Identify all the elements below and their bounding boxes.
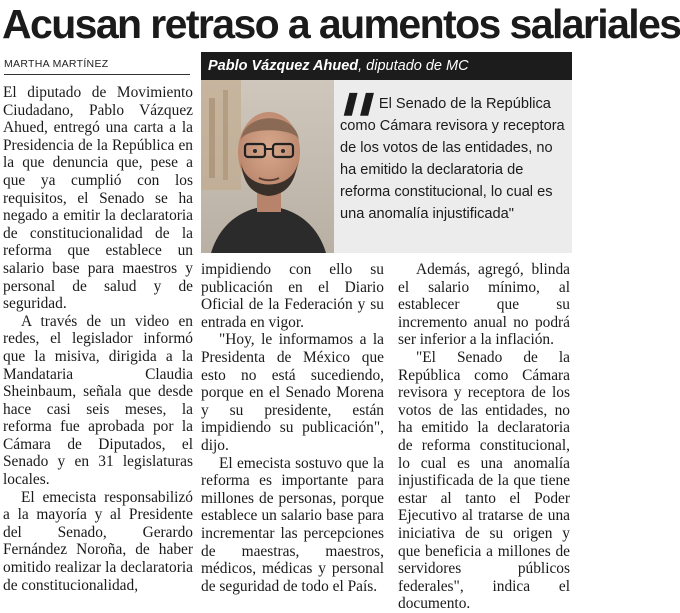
byline-divider bbox=[4, 74, 190, 75]
article-column-2 bbox=[201, 261, 384, 595]
paragraph: El emecista sostuvo que la reforma es importante para millones de personas, porque establece un salario base para incrementar las percepciones de maestras, maestros, médicos, médicas y personal de seguridad de todo el País. bbox=[201, 454, 384, 595]
pull-quote-text: El Senado de la República como Cámara revisora y receptora de los votos de las entidades, no ha emitido la declaratoria de reforma constitucional, lo cual es una anomalía injustificada" bbox=[340, 96, 565, 222]
quote-speaker-role: , diputado de MC bbox=[358, 58, 469, 74]
paragraph: "Hoy, le informamos a la Presidenta de México que esto no está sucediendo, porque en el Senado Morena y su presidente, están impidiendo su publicación", dijo. bbox=[201, 331, 384, 454]
article-column-3 bbox=[398, 261, 570, 613]
pull-quote-box bbox=[201, 52, 572, 253]
byline: MARTHA MARTÍNEZ bbox=[4, 58, 109, 70]
quote-header bbox=[201, 52, 572, 80]
person-portrait-icon bbox=[201, 80, 334, 253]
paragraph: impidiendo con ello su publicación en el Diario Oficial de la Federación y su entrada en vigor. bbox=[201, 261, 384, 331]
quote-mark-icon: ❚❚ bbox=[340, 90, 373, 115]
paragraph: Además, agregó, blinda el salario mínimo, al establecer que su incremento anual no podrá ser inferior a la inflación. bbox=[398, 261, 570, 349]
headline: Acusan retraso a aumentos salariales bbox=[2, 1, 680, 47]
article-column-1 bbox=[3, 84, 193, 594]
paragraph: El diputado de Movimiento Ciudadano, Pablo Vázquez Ahued, entregó una carta a la Presidencia de la República en la que denuncia que, pese a que ya cumplió con los requisitos, el Senado se ha negado a emitir la declaratoria de constitucionalidad de la reforma que establece un salario base para maestros y personal de salud y de seguridad. bbox=[3, 84, 193, 313]
quote-speaker-name: Pablo Vázquez Ahued bbox=[208, 58, 359, 74]
pull-quote bbox=[340, 92, 568, 225]
paragraph: "El Senado de la República como Cámara revisora y receptora de los votos de las entidades, no ha emitido la declaratoria de reforma constitucional, lo cual es una anomalía injustificada de la que tiene estar al tanto el Poder Ejecutivo al tratarse de una iniciativa de su origen y que beneficia a millones de servidores públicos federales", indica el documento. bbox=[398, 348, 570, 613]
paragraph: A través de un video en redes, el legislador informó que la misiva, dirigida a la Mandataria Claudia Sheinbaum, señala que desde hace casi seis meses, la reforma fue aprobada por la Cámara de Diputados, el Senado y en 31 legislaturas locales. bbox=[3, 312, 193, 489]
paragraph: El emecista responsabilizó a la mayoría y al Presidente del Senado, Gerardo Fernández Noroña, de haber omitido realizar la declaratoria de constitucionalidad, bbox=[3, 488, 193, 594]
